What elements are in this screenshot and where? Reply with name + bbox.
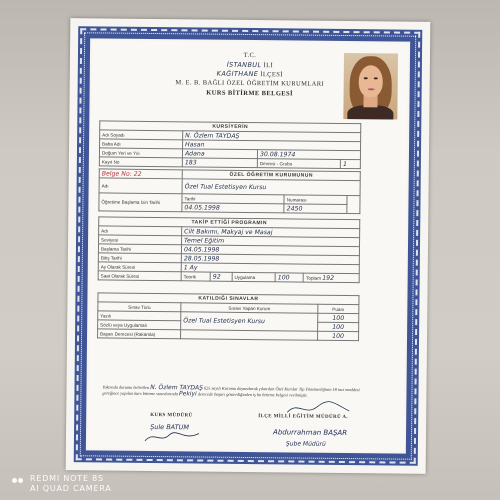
certificate-body — [88, 40, 408, 451]
permit-number-label: Numarası — [284, 195, 347, 205]
district-director-title: İLÇE MİLLİ EĞİTİM MÜDÜRÜ A. — [258, 414, 349, 421]
watermark-line2: AI QUAD CAMERA — [30, 484, 112, 493]
father-name: Hasan — [185, 140, 205, 149]
written-label: Yazılı — [98, 311, 181, 321]
duration-hours-label: Saat Olarak Süresi — [98, 271, 181, 281]
document-number: Belge No: 22 — [101, 169, 142, 178]
province-print: İLİ — [263, 62, 274, 70]
birth-label: Doğum Yeri ve Yılı — [99, 148, 182, 158]
institution-name: Özel Tual Estetisyen Kursu — [184, 182, 267, 191]
certificate-paper — [66, 18, 431, 474]
cert-text-3: derecede başarı gösterdiğinden iş bu bitirme belgesi verilmiştir. — [197, 391, 308, 398]
start-date: 04.05.1998 — [183, 245, 220, 254]
exams-section-title: KATILDIĞI SINAVLAR — [98, 293, 359, 305]
duration-months: 1 Ay — [183, 263, 198, 271]
program-section-title: TAKİP ETTİĞİ PROGRAMIN — [99, 217, 360, 229]
cert-text-2: 625 sayılı Kurumu dayanılarak çıkarılan Özel Kurslar Tip Yönetmeliğinin 18 inci maddesi gereğince yapılan kurs bitirme sınavlarında — [102, 385, 360, 397]
institution-section — [98, 168, 360, 214]
start-date-label: Başlama Tarihi — [98, 244, 181, 254]
program-section — [98, 216, 361, 283]
end-date-label: Bitiş Tarihi — [98, 253, 181, 263]
province-handwritten: İSTANBUL — [226, 60, 262, 70]
end-date: 28.05.1998 — [183, 254, 220, 263]
birth-place: Adana — [184, 149, 205, 158]
course-director-name: Şule BATUM — [150, 422, 190, 432]
duration-months-label: Ay Olarak Süresi — [98, 262, 181, 272]
level-label: Seviyesi — [99, 235, 182, 245]
score-header: Puanı — [318, 304, 359, 313]
header-title: KURS BİTİRME BELGESİ — [206, 89, 294, 98]
district-handwritten: KAĞITHANE — [216, 69, 259, 79]
total-label: Toplam — [306, 275, 321, 281]
student-section-title: KURSİYERİN — [100, 121, 361, 133]
oral-score: 100 — [332, 323, 345, 331]
term-value: 1 — [342, 160, 347, 168]
exam-type-header: Sınav Türü — [98, 302, 181, 312]
registration-number: 183 — [184, 158, 197, 166]
header-institution: M. E. B. BAĞLI ÖZEL ÖĞRETİM KURUMLARI — [175, 79, 325, 88]
name-label: Adı Soyadı — [100, 130, 183, 140]
success-score: 100 — [332, 332, 345, 340]
course-director-signature — [143, 429, 203, 446]
permit-label: Öğretime Başlama İzin Tarihi — [99, 193, 182, 212]
success-label: Başarı Derecesi (Rakamla) — [98, 329, 181, 339]
camera-watermark — [12, 474, 112, 494]
district-director-role: Şube Müdürü — [285, 440, 326, 448]
total-hours: 192 — [322, 274, 335, 282]
program-name-label: Adı — [99, 226, 182, 236]
district-print: İLÇESİ — [260, 71, 283, 79]
institution-name-label: Adı — [99, 178, 182, 194]
camera-lens-icon — [12, 476, 24, 486]
cert-text-1: Yukarıda durumu belirtilen — [102, 384, 150, 390]
oral-label: Sözlü veya Uygulamalı — [98, 320, 181, 330]
cert-name: N. Özlem TAYDAŞ — [150, 383, 203, 392]
theory-label: Teorik — [181, 272, 210, 281]
permit-date: 04.05.1998 — [184, 203, 220, 212]
exam-institution: Özel Tual Estetisyen Kursu — [183, 317, 266, 326]
father-name-label: Baba Adı — [100, 139, 183, 149]
cert-grade: Pekiyi — [179, 390, 197, 398]
practice-hours: 100 — [277, 273, 290, 281]
student-name: N. Özlem TAYDAŞ — [185, 131, 240, 140]
birth-date: 30.08.1974 — [259, 150, 296, 158]
theory-hours: 92 — [212, 273, 221, 281]
level-value: Temel Eğitim — [184, 236, 225, 245]
term-label: Devresi - Grubu — [257, 159, 340, 169]
registration-label: Kayıt No — [99, 157, 182, 167]
practice-label: Uygulama — [232, 272, 275, 281]
written-score: 100 — [332, 314, 345, 322]
institution-section-title: ÖZEL ÖĞRETİM KURUMUNUN — [182, 170, 360, 181]
portrait-photo — [343, 53, 398, 120]
exam-institution-header: Sınavı Yapan Kurum — [181, 303, 318, 313]
certification-text — [102, 384, 366, 399]
permit-date-label: Tarihi — [182, 194, 284, 204]
student-section — [99, 120, 361, 169]
course-director-title: KURS MÜDÜRÜ — [150, 412, 193, 419]
permit-number: 2450 — [286, 204, 303, 213]
header-tc: T.C. — [243, 51, 257, 60]
watermark-line1: REDMI NOTE 8S — [30, 474, 104, 483]
program-name: Cilt Bakımı, Makyaj ve Masaj — [184, 227, 273, 236]
exams-section — [97, 292, 359, 341]
district-director-name: Abdurrahman BAŞAR — [273, 428, 348, 438]
